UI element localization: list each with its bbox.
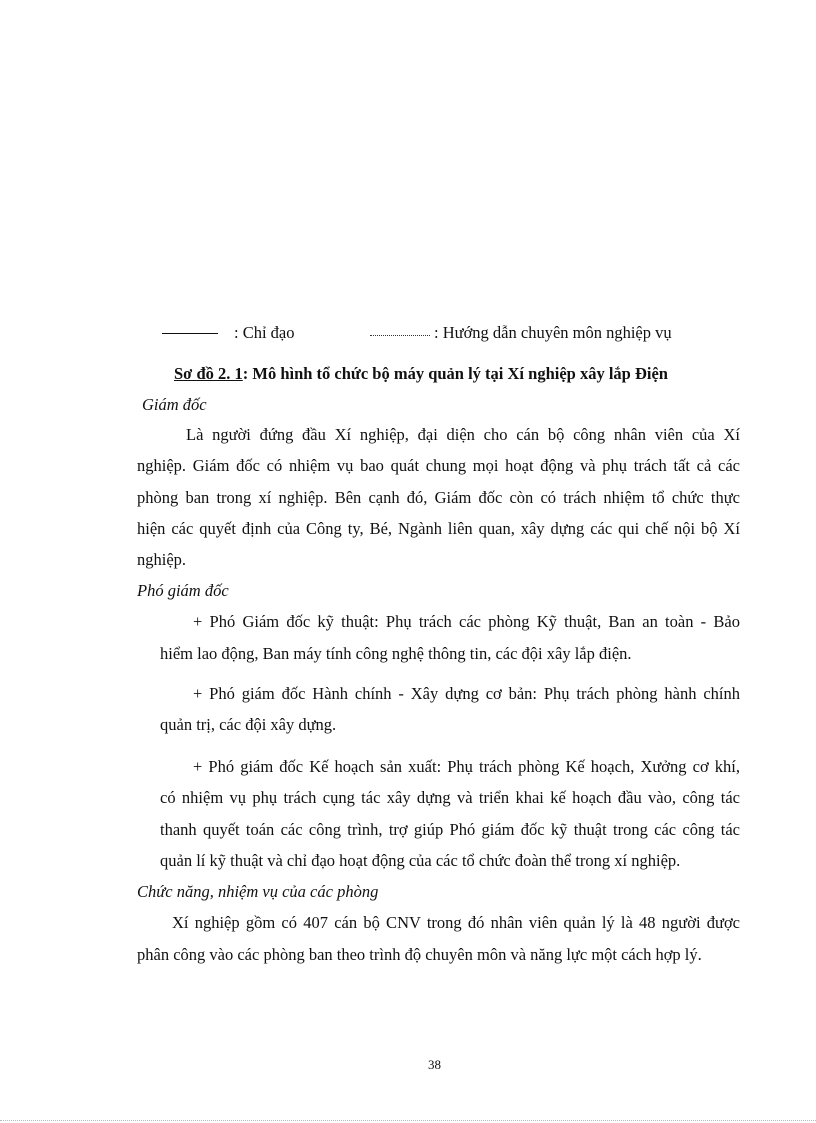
paragraph-line: nghiệp. Giám đốc có nhiệm vụ bao quát chung mọi hoạt động và phụ trách tất cả các (137, 456, 740, 475)
paragraph-line: Xí nghiệp gồm có 407 cán bộ CNV trong đó nhân viên quản lý là 48 người được (172, 913, 740, 932)
paragraph-line: + Phó giám đốc Hành chính - Xây dựng cơ bản: Phụ trách phòng hành chính (193, 684, 740, 703)
paragraph-line: quản trị, các đội xây dựng. (160, 715, 337, 734)
paragraph-line: phòng ban trong xí nghiệp. Bên cạnh đó, Giám đốc còn có trách nhiệm tổ chức thực (137, 488, 740, 507)
paragraph-line: quản lí kỹ thuật và chỉ đạo hoạt động của các tổ chức đoàn thể trong xí nghiệp. (160, 851, 681, 870)
diagram-caption (174, 364, 668, 384)
paragraph-line: có nhiệm vụ phụ trách cụng tác xây dựng và triển khai kế hoạch đầu vào, công tác (160, 788, 740, 807)
legend-solid-label: : Chỉ đạo (234, 323, 295, 342)
heading-chuc-nang: Chức năng, nhiệm vụ của các phòng (137, 882, 379, 901)
legend-dotted-label: : Hướng dẫn chuyên môn nghiệp vụ (434, 323, 672, 342)
paragraph-line: Là người đứng đầu Xí nghiệp, đại diện cho cán bộ công nhân viên của Xí (186, 425, 740, 444)
page-bottom-border (0, 1120, 816, 1121)
paragraph-line: nghiệp. (137, 550, 187, 569)
caption-text: : Mô hình tổ chức bộ máy quản lý tại Xí nghiệp xây lắp Điện (242, 364, 668, 383)
paragraph-line: hiện các quyết định của Công ty, Bé, Ngành liên quan, xây dựng các qui chế nội bộ Xí (137, 519, 740, 538)
heading-giam-doc: Giám đốc (142, 395, 207, 414)
page-number: 38 (428, 1057, 441, 1072)
paragraph-line: hiểm lao động, Ban máy tính công nghệ thông tin, các đội xây lắp điện. (160, 644, 632, 663)
paragraph-line: phân công vào các phòng ban theo trình độ chuyên môn và năng lực một cách hợp lý. (137, 945, 702, 964)
heading-pho-giam-doc: Phó giám đốc (137, 581, 229, 600)
paragraph-line: + Phó giám đốc Kế hoạch sản xuất: Phụ trách phòng Kế hoạch, Xưởng cơ khí, (193, 757, 740, 776)
caption-prefix: Sơ đồ 2. 1 (174, 364, 243, 383)
legend-dotted-line (370, 335, 430, 336)
paragraph-line: + Phó Giám đốc kỹ thuật: Phụ trách các phòng Kỹ thuật, Ban an toàn - Bảo (193, 612, 740, 631)
legend-solid-line (162, 333, 218, 334)
paragraph-line: thanh quyết toán các công trình, trợ giúp Phó giám đốc kỹ thuật trong các công tác (160, 820, 740, 839)
